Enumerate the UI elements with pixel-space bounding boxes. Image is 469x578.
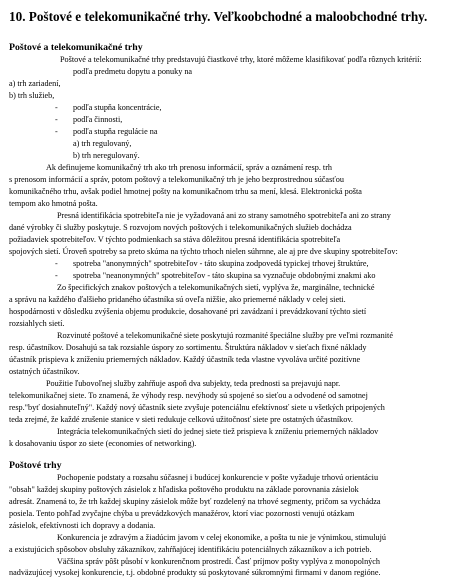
paragraph-line: Presná identifikácia spotrebiteľa nie je vyžadovaná ani zo strany samotného spotrebiteľa ani zo strany (57, 211, 391, 220)
paragraph-line: a existujúcich spôsobov obsluhy zákazníkov, zahŕňajúcej identifikáciu potenciálnych zákazníkov a ich potrieb. (9, 545, 372, 554)
list-item: spotreba "neanonymných" spotrebiteľov - táto skupina sa vyznačuje obdobnými znakmi ako (73, 271, 376, 280)
paragraph-line: ostatných účastníkov. (9, 367, 80, 376)
section-heading-postal-telecom-markets: Poštové a telekomunikačné trhy (9, 42, 143, 53)
paragraph-line: nadväzujúcej vysokej konkurencie, t.j. obdobné produkty sú poskytované súkromnými firmami v danom regióne. (9, 568, 381, 577)
paragraph-line: komunikačného trhu, avšak podiel hmotnej pošty na komunikačnom trhu sa mení, klesá. Elektronická pošta (9, 187, 362, 196)
paragraph-line: teda zrejmé, že každé zrušenie stanice v sieti redukuje celkovú užitočnosť siete pre ostatných účastníkov. (9, 415, 353, 424)
paragraph-line: Pochopenie podstaty a rozsahu súčasnej i budúcej konkurencie v pošte vyžaduje trhovú orientáciu (57, 473, 379, 482)
list-bullet: - (55, 103, 58, 112)
list-item: b) trh služieb, (9, 91, 55, 100)
list-item: podľa stupňa koncentrácie, (73, 103, 162, 112)
list-bullet: - (55, 127, 58, 136)
paragraph-line: dané výrobky či služby poskytuje. S rozvojom nových poštových i telekomunikačných služieb dochádza (9, 223, 352, 232)
paragraph-line: tempom ako hmotná pošta. (9, 199, 98, 208)
paragraph-line: Poštové a telekomunikačné trhy predstavujú čiastkové trhy, ktoré môžeme klasifikovať podľa rôznych kritérií: (60, 55, 422, 64)
paragraph-line: "obsah" každej skupiny poštových zásielok z hľadiska poštového produktu na základe porovnania zásielok (9, 485, 359, 494)
list-bullet: - (55, 271, 58, 280)
paragraph-line: Konkurencia je zdravým a žiadúcim javom v celej ekonomike, a pošta tu nie je výnimkou, stimulujú (57, 533, 387, 542)
list-item: a) trh zariadení, (9, 79, 61, 88)
paragraph-line: Použitie ľubovoľnej služby zahŕňuje aspoň dva subjekty, teda prednosti sa prejavujú napr. (46, 379, 341, 388)
paragraph-line: a správu na každého ďalšieho pridaného účastníka sú oveľa nižšie, ako priemerné náklady v celej sieti. (9, 295, 346, 304)
paragraph-line: hospodárnosti v dôsledku zvýšenia objemu produkcie, dosahované pri zavádzaní i prevádzkovaní týchto sietí (9, 307, 367, 316)
paragraph-line: adresát. Znamená to, že trh každej skupiny zásielok môže byť rozdelený na trhové segmenty, pričom sa vychádza (9, 497, 381, 506)
paragraph-line: Rozvinuté poštové a telekomunikačné siete poskytujú rozmanité špeciálne služby pre veľmi rozmanité (57, 331, 393, 340)
paragraph-line: Väčšina správ pôšt působí v konkurenčnom prostredí. Časť príjmov pošty vyplýva z monopolných (57, 557, 380, 566)
paragraph-line: resp."byť dosiahnuteľný". Každý nový účastník siete zvyšuje potenciálnu efektívnosť siete u všetkých pripojených (9, 403, 385, 412)
list-bullet: - (55, 115, 58, 124)
paragraph-line: požiadaviek spotrebiteľov. V týchto podmienkach sa stáva dôležitou presná identifikácia spotrebiteľa (9, 235, 341, 244)
document-title: 10. Poštové e telekomunikačné trhy. Veľkoobchodné a maloobchodné trhy. (9, 9, 428, 24)
paragraph-line: resp. účastníkov. Dosahujú sa tak rozsiahle úspory zo sortimentu. Štruktúra nákladov v sieťach fixné náklady (9, 343, 367, 352)
paragraph-line: k dosahovaniu úspor zo siete (economies of networking). (9, 439, 197, 448)
list-item: spotreba "anonymných" spotrebiteľov - táto skupina zodpovedá typickej trhovej štruktúre, (73, 259, 369, 268)
paragraph-line: rozsiahlych sietí. (9, 319, 65, 328)
paragraph-line: s prenosom informácií a správ, potom poštový a telekomunikačný trh je jeho bezprostrednou súčasťou (9, 175, 344, 184)
paragraph-line: Ak definujeme komunikačný trh ako trh prenosu informácií, správ a oznámení resp. trh (46, 163, 333, 172)
paragraph-line: účastník prispieva k zníženiu priemerných nákladov. Každý účastník teda vlastne vyvoláva určité pozitívne (9, 355, 361, 364)
list-item: podľa stupňa regulácie na (73, 127, 158, 136)
list-item: podľa predmetu dopytu a ponuky na (73, 67, 193, 76)
section-heading-postal-markets: Poštové trhy (9, 460, 62, 471)
paragraph-line: zásielok, efektívnosti ich dopravy a dodania. (9, 521, 156, 530)
paragraph-line: Integrácia telekomunikačných sietí do jednej siete tiež prispieva k zníženiu priemerných nákladov (57, 427, 379, 436)
list-item: b) trh neregulovaný. (73, 151, 140, 160)
paragraph-line: spojových sietí. Úroveň spotreby sa preto skúma na týchto trhoch nielen súhrnne, ale aj pre dve skupiny spotrebiteľov: (9, 247, 398, 256)
list-item: a) trh regulovaný, (73, 139, 132, 148)
list-item: podľa činnosti, (73, 115, 123, 124)
list-bullet: - (55, 259, 58, 268)
paragraph-line: posiela. Tento pohľad zvyčajne chýba u prevádzkových manažérov, ktorí viac pozornosti venujú otázkam (9, 509, 355, 518)
paragraph-line: Zo špecifických znakov poštových a telekomunikačných sietí, vyplýva že, marginálne, technické (57, 283, 375, 292)
paragraph-line: telekomunikačnej siete. To znamená, že výhody resp. nevýhody sú spojené so sieťou a odvodené od samotnej (9, 391, 368, 400)
